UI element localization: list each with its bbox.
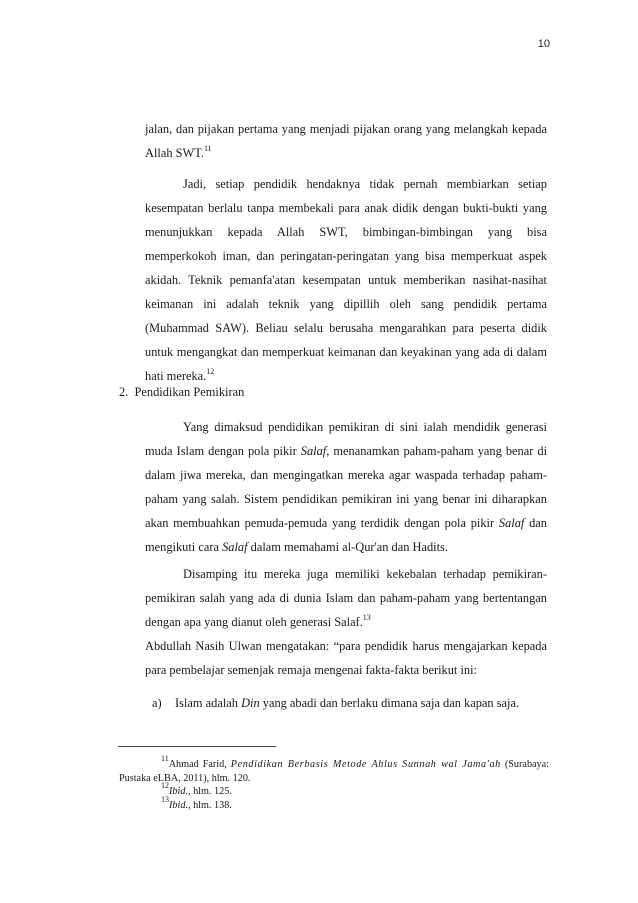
section-heading [119, 384, 244, 400]
list-marker: a) [152, 696, 162, 710]
text-run: Yang dimaksud pendidikan pemikiran di sini ialah mendidik generasi muda Islam dengan pola pikir [145, 420, 547, 458]
footnote-number: 13 [161, 794, 169, 804]
footnote-ref: 13 [362, 613, 371, 622]
paragraph-pendidik [145, 172, 547, 388]
footnote-ref: 11 [203, 144, 212, 153]
paragraph-text: Abdullah Nasih Ulwan mengatakan: “para pendidik harus mengajarkan kepada para pembelajar semenjak remaja mengenai fakta-fakta berikut ini: [145, 639, 547, 677]
footnote-ref: 12 [206, 367, 215, 376]
section-title: Pendidikan Pemikiran [134, 385, 245, 399]
footnote-publisher: (Surabaya: Pustaka eLBA, 2011), hlm. 120. [119, 759, 550, 784]
footnote-divider [118, 746, 276, 747]
text-run: yang abadi dan berlaku dimana saja dan kapan saja. [259, 696, 520, 710]
footnote-13 [119, 794, 549, 813]
italic-term: Din [241, 696, 260, 710]
footnote-ibid: Ibid [169, 786, 186, 797]
text-run: dalam memahami al-Qur'an dan Hadits. [247, 540, 448, 554]
italic-term: Salaf [498, 516, 525, 530]
section-number: 2. [119, 385, 129, 399]
paragraph-text: jalan, dan pijakan pertama yang menjadi pijakan orang yang melangkah kepada Allah SWT. [145, 122, 547, 160]
italic-term: Salaf [300, 444, 327, 458]
footnote-12 [119, 781, 549, 799]
footnote-number: 11 [161, 754, 169, 763]
footnote-ibid: Ibid [169, 799, 186, 811]
paragraph-pemikiran [145, 415, 547, 559]
footnote-11 [119, 754, 550, 785]
text-run: Islam adalah [175, 696, 242, 710]
footnote-page: ., hlm. 138. [185, 799, 232, 811]
footnote-number: 12 [161, 781, 169, 790]
paragraph-disamping [145, 562, 547, 634]
paragraph-text: Jadi, setiap pendidik hendaknya tidak pernah membiarkan setiap kesempatan berlalu tanpa membekali para anak didik dengan bukti-bukti yang menunjukkan kepada Allah SWT, bimbingan-bimbingan yang bisa memperkokoh iman, dan peringatan-peringatan yang bisa memperkuat aspek akidah. Teknik pemanfa'atan kesempatan untuk memberikan nasihat-nasihat keimanan ini adalah teknik yang dipillih oleh sang pendidik pertama (Muhammad SAW). Beliau selalu berusaha mengarahkan para peserta didik untuk mengangkat dan memperkuat keimanan dan keyakinan yang ada di dalam hati mereka. [145, 177, 547, 383]
footnote-author: Ahmad Farid, [168, 759, 231, 770]
paragraph-quote-intro [145, 634, 547, 682]
page-number: 10 [537, 38, 550, 50]
italic-term: Salaf [222, 540, 248, 554]
list-item [152, 694, 519, 712]
paragraph-text: Disamping itu mereka juga memiliki kekebalan terhadap pemikiran-pemikiran salah yang ada di dunia Islam dan paham-paham yang bertentangan dengan apa yang dianut oleh generasi Salaf. [145, 567, 547, 629]
footnote-book-title: Pendidikan Berbasis Metode Ahlus Sunnah wal Jama'ah [230, 759, 501, 770]
footnote-page: ., hlm. 125. [185, 786, 232, 797]
text-run: , menanamkan paham-paham yang benar di dalam jiwa mereka, dan mengingatkan mereka agar waspada terhadap paham-paham yang salah. Sistem pendidikan pemikiran ini yang benar ini diharapkan akan membuahkan pemuda-pemuda yang terdidik dengan pola pikir [145, 444, 548, 530]
footnotes [119, 754, 550, 812]
text-run: dan mengikuti cara [145, 516, 547, 554]
paragraph-continuation [145, 117, 547, 165]
